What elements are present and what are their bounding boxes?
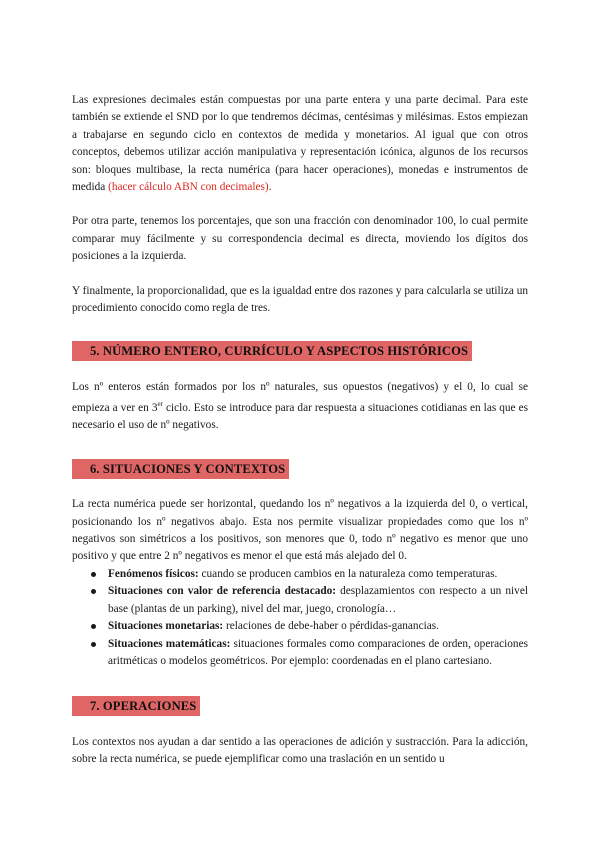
paragraph-operations: Los contextos nos ayudan a dar sentido a las operaciones de adición y sustracción. Para la adicción, sobre la recta numérica, se puede ejemplificar como una traslación en un sentido u — [72, 735, 528, 766]
section-heading-6 — [72, 459, 528, 479]
list-item-label: Situaciones monetarias: — [108, 620, 224, 633]
section-heading-5 — [72, 341, 528, 361]
list-item — [108, 618, 528, 635]
paragraph-number-line: La recta numérica puede ser horizontal, quedando los nº negativos a la izquierda del 0, o vertical, posicionando los nº negativos abajo. Esta nos permite visualizar propiedades como que los nº negativos son simétricos a los positivos, son menores que 0, todo nº negativo es menor que uno positivo y que entre 2 nº negativos es menor el que está más alejado del 0. — [72, 498, 528, 563]
heading-7-text: 7. OPERACIONES — [72, 696, 200, 716]
list-item-text: situaciones formales como comparaciones de orden, operaciones aritméticas o modelos geométricos. Por ejemplo: coordenadas en el plano cartesiano. — [108, 637, 528, 667]
paragraph-percentages: Por otra parte, tenemos los porcentajes, que son una fracción con denominador 100, lo cual permite comparar muy fácilmente y su correspondencia decimal es directa, moviendo los dígitos dos posiciones a la izquierda. — [72, 215, 528, 263]
superscript: er — [157, 400, 163, 409]
list-item-label: Situaciones con valor de referencia destacado: — [108, 585, 337, 598]
section-heading-7 — [72, 696, 528, 716]
highlight-red-text: (hacer cálculo ABN con decimales) — [108, 181, 269, 194]
paragraph-proportionality: Y finalmente, la proporcionalidad, que es la igualdad entre dos razones y para calcularla se utiliza un procedimiento conocido como regla de tres. — [72, 284, 528, 315]
paragraph-integers — [72, 379, 528, 435]
list-item-text: relaciones de debe-haber o pérdidas-ganancias. — [223, 620, 439, 633]
list-item — [108, 636, 528, 671]
paragraph-text: Los nº enteros están formados por los nº naturales, sus opuestos (negativos) y el 0, lo cual se empieza a ver en 3 — [72, 380, 528, 415]
document-body — [72, 92, 528, 769]
paragraph-end: . — [268, 181, 272, 194]
heading-5-text: 5. NÚMERO ENTERO, CURRÍCULO Y ASPECTOS HISTÓRICOS — [72, 341, 472, 361]
contexts-list — [72, 566, 528, 670]
heading-6-text: 6. SITUACIONES Y CONTEXTOS — [72, 459, 289, 479]
list-item-text: cuando se producen cambios en la naturaleza como temperaturas. — [198, 567, 498, 580]
list-item-text: desplazamientos con respecto a un nivel base (plantas de un parking), nivel del mar, juego, cronología… — [108, 585, 528, 615]
paragraph-text: Las expresiones decimales están compuestas por una parte entera y una parte decimal. Para este también se extiende el SND por lo que tendremos décimas, centésimas y milésimas. Estos empiezan a trabajarse en segundo ciclo en contextos de medida y monetarios. Al igual que con otros conceptos, debemos utilizar acción manipulativa y representación icónica, algunos de los recursos son: bloques multibase, la recta numérica (para hacer operaciones), monedas e instrumentos de medida — [72, 94, 528, 194]
list-item-label: Situaciones matemáticas: — [108, 637, 231, 650]
list-item-label: Fenómenos físicos: — [108, 567, 199, 580]
paragraph-decimals — [72, 92, 528, 196]
list-item — [108, 583, 528, 618]
paragraph-text: ciclo. Esto se introduce para dar respuesta a situaciones cotidianas en las que es necesario el uso de nº negativos. — [72, 402, 528, 432]
list-item — [108, 566, 528, 583]
